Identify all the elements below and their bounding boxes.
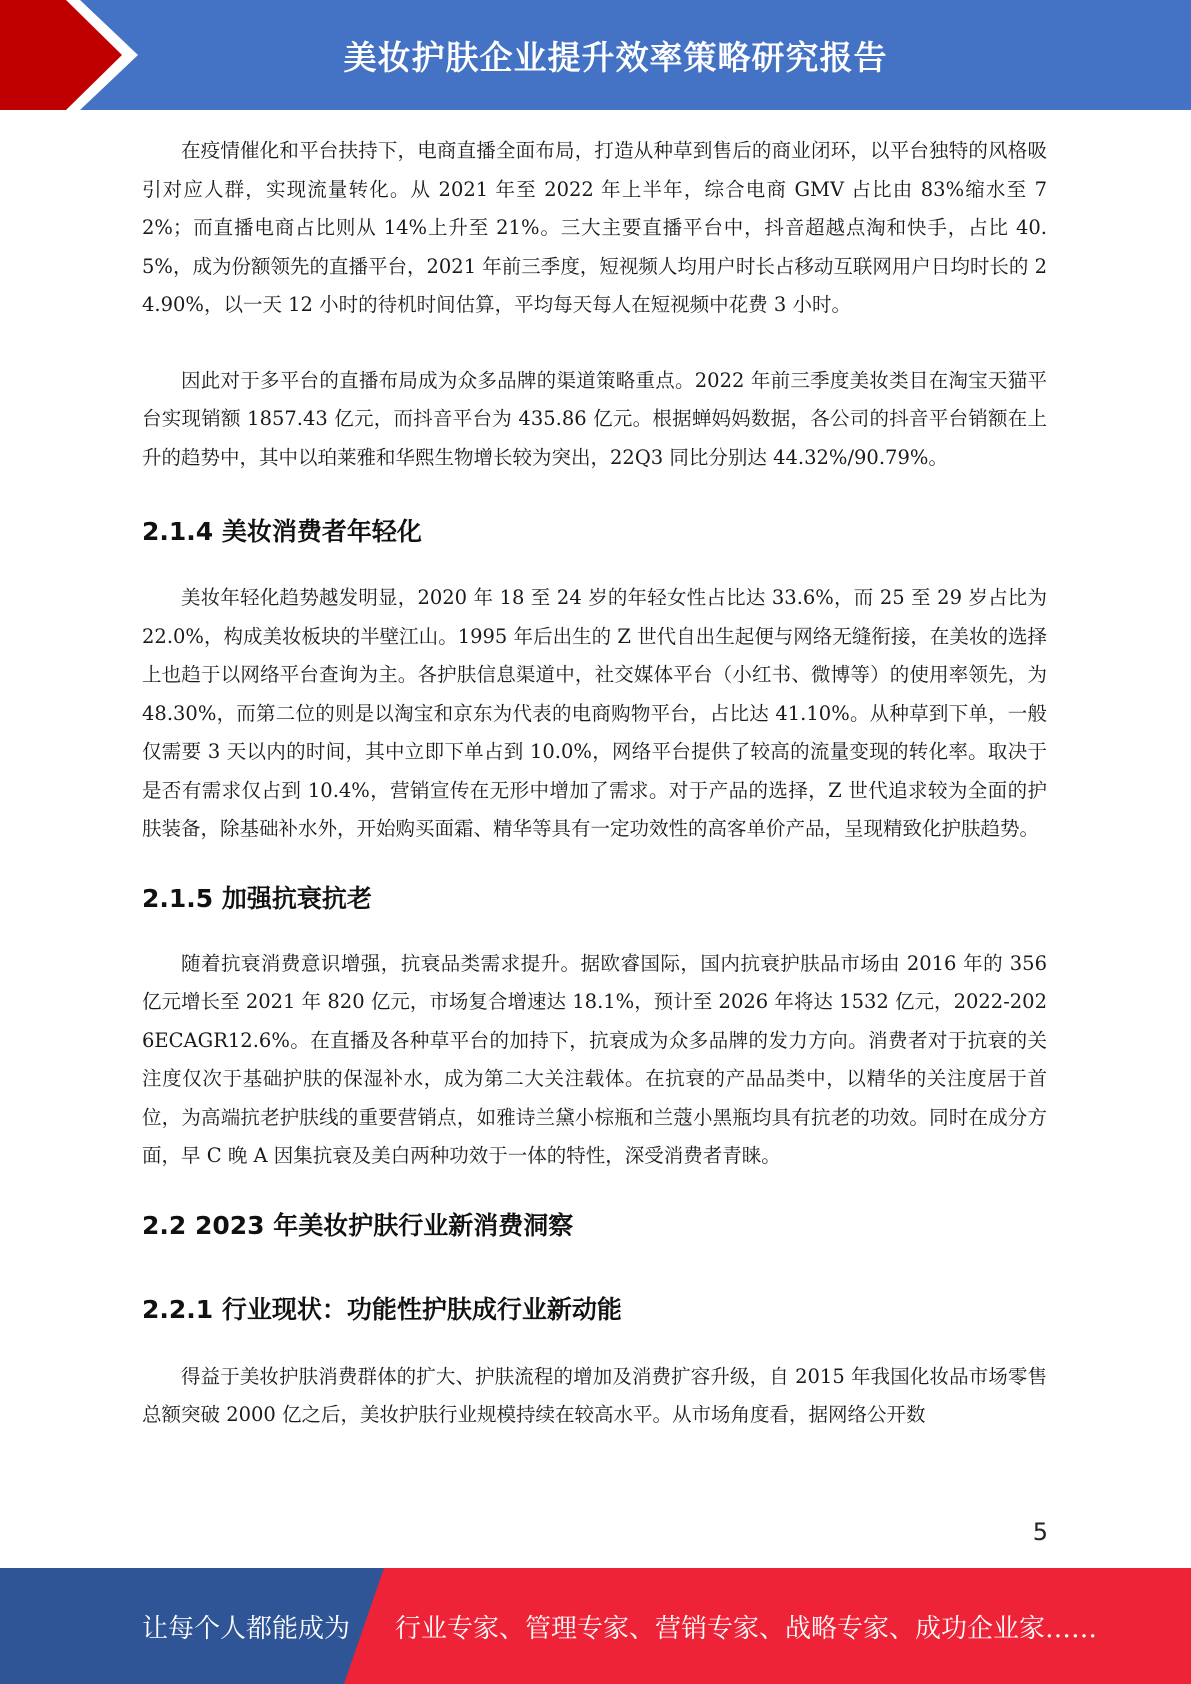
paragraph-multi-platform: 因此对于多平台的直播布局成为众多品牌的渠道策略重点。2022 年前三季度美妆类目在淘宝天猫平台实现销额 1857.43 亿元，而抖音平台为 435.86 亿元。根据蝉妈妈数据，各公司的抖音平台销额在上升的趋势中，其中以珀莱雅和华熙生物增长较为突出，22Q3 同比分别达 44.32%/90.79%。 xyxy=(142,368,1047,469)
paragraph-industry-status: 得益于美妆护肤消费群体的扩大、护肤流程的增加及消费扩容升级，自 2015 年我国化妆品市场零售总额突破 2000 亿之后，美妆护肤行业规模持续在较高水平。从市场角度看，据网络公开数 xyxy=(142,1364,1047,1426)
paragraph-young-consumers: 美妆年轻化趋势越发明显，2020 年 18 至 24 岁的年轻女性占比达 33.6%，而 25 至 29 岁占比为 22.0%，构成美妆板块的半壁江山。1995 年后出生的 Z 世代自出生起便与网络无缝衔接，在美妆的选择上也趋于以网络平台查询为主。各护肤信息渠道中，社交媒体平台（小红书、微博等）的使用率领先，为 48.30%，而第二位的则是以淘宝和京东为代表的电商购物平台，占比达 41.10%。从种草到下单，一般仅需要 3 天以内的时间，其中立即下单占到 10.0%，网络平台提供了较高的流量变现的转化率。取决于是否有需求仅占到 10.4%，营销宣传在无形中增加了需求。对于产品的选择，Z 世代追求较为全面的护肤装备，除基础补水外，开始购买面霜、精华等具有一定功效性的高客单价产品，呈现精致化护肤趋势。 xyxy=(142,586,1047,840)
heading-2-2: 2.2 2023 年美妆护肤行业新消费洞察 xyxy=(142,1210,574,1240)
paragraph-anti-aging: 随着抗衰消费意识增强，抗衰品类需求提升。据欧睿国际，国内抗衰护肤品市场由 2016 年的 356 亿元增长至 2021 年 820 亿元，市场复合增速达 18.1%，预计至 2026 年将达 1532 亿元，2022-2026ECAGR12.6%。在直播及各种草平台的加持下，抗衰成为众多品牌的发力方向。消费者对于抗衰的关注度仅次于基础护肤的保湿补水，成为第二大关注载体。在抗衰的产品品类中，以精华的关注度居于首位，为高端抗老护肤线的重要营销点，如雅诗兰黛小棕瓶和兰蔻小黑瓶均具有抗老的功效。同时在成分方面，早 C 晚 A 因集抗衰及美白两种功效于一体的特性，深受消费者青睐。 xyxy=(142,951,1047,1167)
paragraph-ecommerce-live: 在疫情催化和平台扶持下，电商直播全面布局，打造从种草到售后的商业闭环，以平台独特的风格吸引对应人群，实现流量转化。从 2021 年至 2022 年上半年，综合电商 GMV 占比由 83%缩水至 72%；而直播电商占比则从 14%上升至 21%。三大主要直播平台中，抖音超越点淘和快手，占比 40.5%，成为份额领先的直播平台，2021 年前三季度，短视频人均用户时长占移动互联网用户日均时长的 24.90%，以一天 12 小时的待机时间估算，平均每天每人在短视频中花费 3 小时。 xyxy=(142,139,1047,316)
document-body xyxy=(142,132,1047,1435)
heading-2-1-5: 2.1.5 加强抗衰抗老 xyxy=(142,883,372,913)
page-number: 5 xyxy=(1032,1518,1048,1546)
page-footer xyxy=(0,1568,1191,1684)
footer-slogan-right: 行业专家、管理专家、营销专家、战略专家、成功企业家…… xyxy=(395,1613,1098,1644)
footer-slogan-left: 让每个人都能成为 xyxy=(142,1613,351,1644)
page-title: 美妆护肤企业提升效率策略研究报告 xyxy=(343,37,888,77)
page-header xyxy=(0,0,1191,110)
header-red-chevron xyxy=(0,0,150,110)
heading-2-1-4: 2.1.4 美妆消费者年轻化 xyxy=(142,517,422,546)
heading-2-2-1: 2.2.1 行业现状：功能性护肤成行业新动能 xyxy=(142,1294,622,1324)
